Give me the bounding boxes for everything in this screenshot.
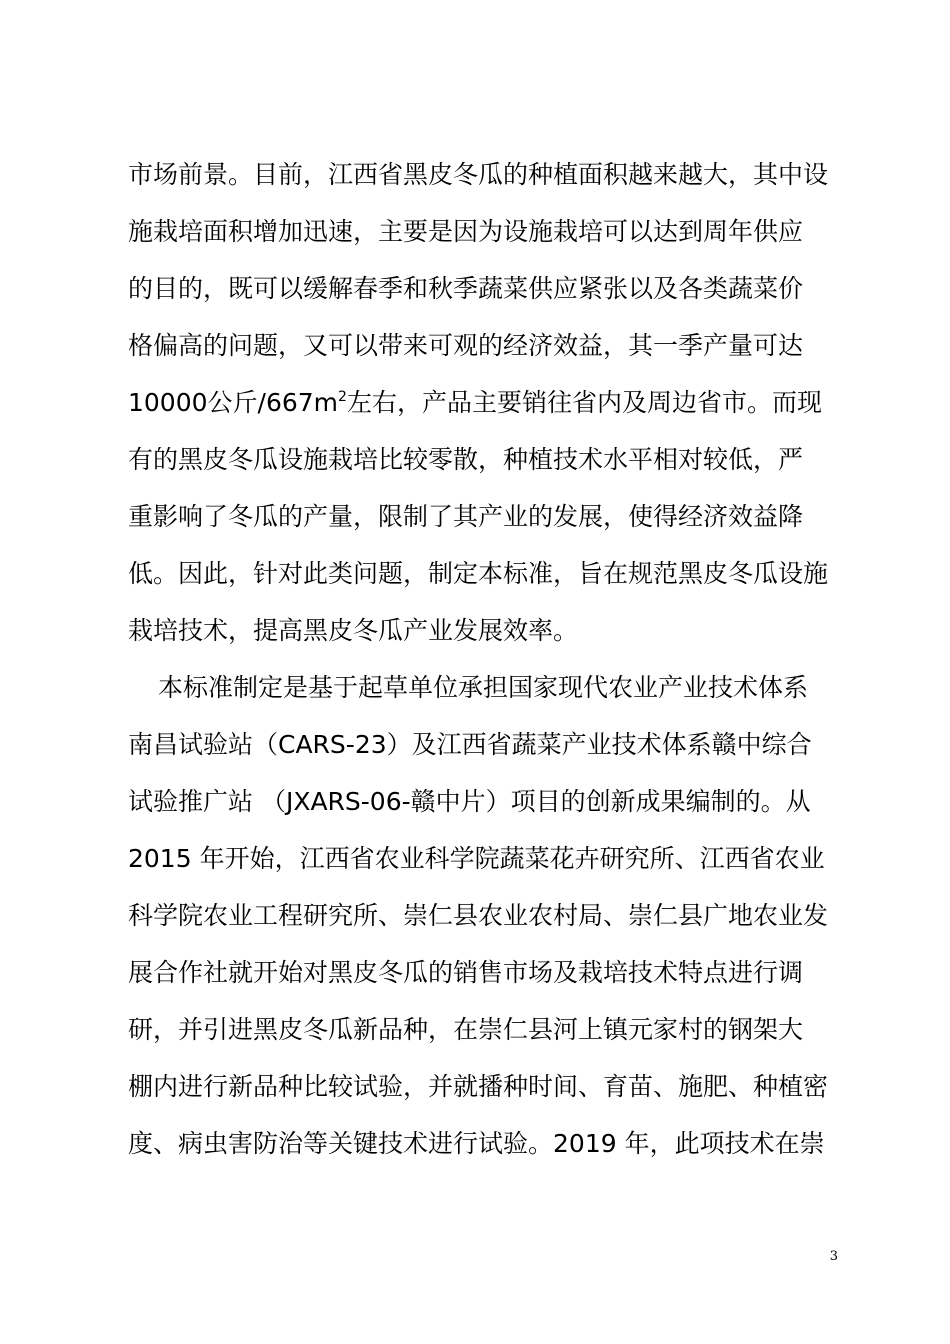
- page-number: 3: [829, 1249, 838, 1264]
- paragraph-1-line-9: 栽培技术，提高黑皮冬瓜产业发展效率。: [128, 616, 579, 645]
- unit-superscript: 2: [338, 389, 347, 405]
- paragraph-1-line-4: 格偏高的问题，又可以带来可观的经济效益，其一季产量可达: [128, 331, 804, 360]
- paragraph-1-line-8: 低。因此，针对此类问题，制定本标准，旨在规范黑皮冬瓜设施: [128, 559, 829, 588]
- yield-value: 10000公斤/667m: [128, 388, 339, 417]
- paragraph-1-line-6: 有的黑皮冬瓜设施栽培比较零散，种植技术水平相对较低，严: [128, 445, 804, 474]
- paragraph-1-line-5-rest: 左右，产品主要销往省内及周边省市。而现: [346, 388, 822, 417]
- paragraph-2-line-4: 2015 年开始，江西省农业科学院蔬菜花卉研究所、江西省农业: [128, 844, 825, 873]
- paragraph-1-line-3: 的目的，既可以缓解春季和秋季蔬菜供应紧张以及各类蔬菜价: [128, 274, 804, 303]
- paragraph-2-line-2: 南昌试验站（CARS-23）及江西省蔬菜产业技术体系赣中综合: [128, 730, 812, 759]
- paragraph-2-line-3: 试验推广站 （JXARS-06-赣中片）项目的创新成果编制的。从: [128, 787, 811, 816]
- paragraph-2-line-1: 本标准制定是基于起草单位承担国家现代农业产业技术体系: [158, 673, 809, 702]
- paragraph-1-line-7: 重影响了冬瓜的产量，限制了其产业的发展，使得经济效益降: [128, 502, 804, 531]
- paragraph-1-line-5: [128, 383, 838, 423]
- paragraph-2-line-7: 研，并引进黑皮冬瓜新品种，在崇仁县河上镇元家村的钢架大: [128, 1015, 804, 1044]
- paragraph-1-line-2: 施栽培面积增加迅速，主要是因为设施栽培可以达到周年供应: [128, 217, 804, 246]
- paragraph-2-line-5: 科学院农业工程研究所、崇仁县农业农村局、崇仁县广地农业发: [128, 901, 829, 930]
- paragraph-1-line-1: 市场前景。目前，江西省黑皮冬瓜的种植面积越来越大，其中设: [128, 160, 829, 189]
- paragraph-2-line-9: 度、病虫害防治等关键技术进行试验。2019 年，此项技术在崇: [128, 1129, 825, 1158]
- paragraph-2-line-8: 棚内进行新品种比较试验，并就播种时间、育苗、施肥、种植密: [128, 1072, 829, 1101]
- paragraph-2-line-6: 展合作社就开始对黑皮冬瓜的销售市场及栽培技术特点进行调: [128, 958, 804, 987]
